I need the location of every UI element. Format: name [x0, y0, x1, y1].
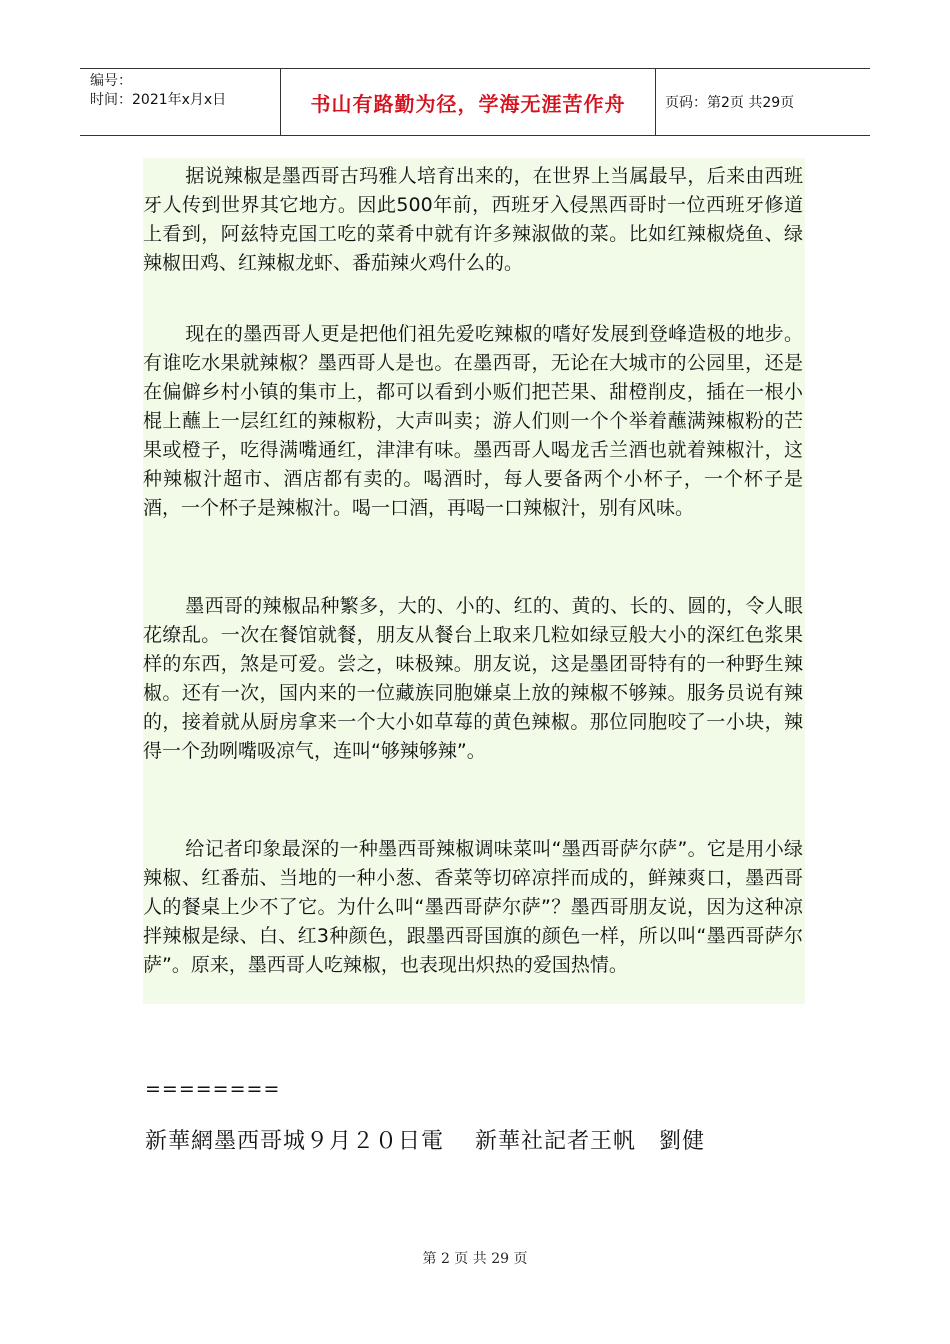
header-meta: [80, 69, 281, 135]
header-motto: 书山有路勤为径，学海无涯苦作舟: [281, 69, 656, 135]
page-header: [80, 68, 870, 136]
page-footer: 第 2 页 共 29 页: [422, 1251, 528, 1267]
paragraph: [143, 320, 803, 523]
paragraph: [143, 835, 803, 980]
paragraph-text: 据说辣椒是墨西哥古玛雅人培育出来的，在世界上当属最早，后来由西班牙人传到世界其它地方。因此500年前，西班牙入侵黑西哥时一位西班牙修道上看到，阿兹特克国工吃的菜肴中就有许多辣淑做的菜。比如红辣椒烧鱼、绿辣椒田鸡、红辣椒龙虾、番茄辣火鸡什么的。: [143, 165, 803, 274]
document-date: 时间：2021年x月x日: [90, 92, 227, 108]
paragraph-text: 给记者印象最深的一种墨西哥辣椒调味菜叫“墨西哥萨尔萨”。它是用小绿辣椒、红番茄、当地的一种小葱、香菜等切碎凉拌而成的，鲜辣爽口，墨西哥人的餐桌上少不了它。为什么叫“墨西哥萨尔萨”？墨西哥朋友说，因为这种凉拌辣椒是绿、白、红3种颜色，跟墨西哥国旗的颜色一样，所以叫“墨西哥萨尔萨”。原来，墨西哥人吃辣椒，也表现出炽热的爱国热情。: [143, 838, 803, 976]
paragraph-text: 现在的墨西哥人更是把他们祖先爱吃辣椒的嗜好发展到登峰造极的地步。有谁吃水果就辣椒？墨西哥人是也。在墨西哥，无论在大城市的公园里，还是在偏僻乡村小镇的集市上，都可以看到小贩们把芒果、甜橙削皮，插在一根小棍上蘸上一层红红的辣椒粉，大声叫卖；游人们则一个个举着蘸满辣椒粉的芒果或橙子，吃得满嘴通红，津津有味。墨西哥人喝龙舌兰酒也就着辣椒汁，这种辣椒汁超市、酒店都有卖的。喝酒时，每人要备两个小杯子，一个杯子是酒，一个杯子是辣椒汁。喝一口酒，再喝一口辣椒汁，别有风味。: [143, 323, 803, 519]
paragraph: [143, 162, 803, 278]
document-number-label: 编号：: [90, 73, 132, 89]
section-separator: ========: [145, 1078, 281, 1100]
header-page-info: 页码：第2页 共29页: [665, 95, 795, 111]
article-body: [143, 158, 805, 1004]
paragraph: [143, 592, 803, 766]
paragraph-text: 墨西哥的辣椒品种繁多，大的、小的、红的、黄的、长的、圆的，令人眼花缭乱。一次在餐馆就餐，朋友从餐台上取来几粒如绿豆般大小的深红色浆果样的东西，煞是可爱。尝之，味极辣。朋友说，这是墨团哥特有的一种野生辣椒。还有一次，国内来的一位藏族同胞嫌桌上放的辣椒不够辣。服务员说有辣的，接着就从厨房拿来一个大小如草莓的黄色辣椒。那位同胞咬了一小块，辣得一个劲咧嘴吸凉气，连叫“够辣够辣”。: [143, 595, 803, 762]
news-byline: 新華網墨西哥城９月２０日電 新華社記者王帆 劉健: [145, 1129, 705, 1154]
